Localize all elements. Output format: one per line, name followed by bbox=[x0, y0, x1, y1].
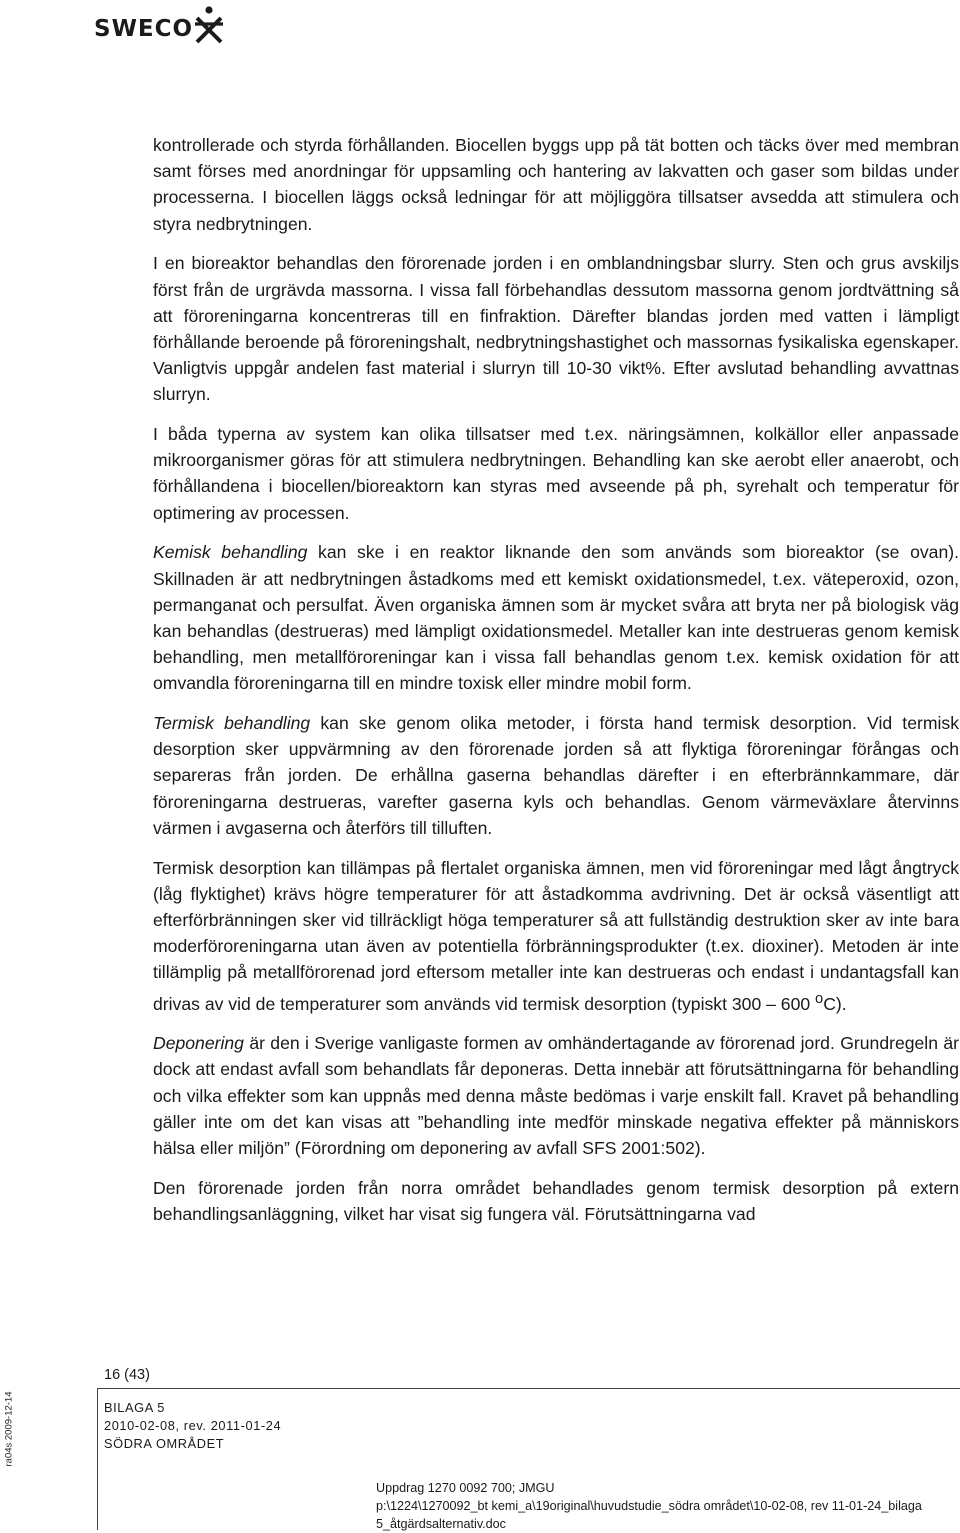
sweco-star-icon bbox=[193, 4, 225, 46]
document-name: BILAGA 5 bbox=[104, 1400, 165, 1415]
footer-vertical-divider bbox=[97, 1388, 98, 1530]
sweco-logo bbox=[94, 4, 224, 48]
term-kemisk-behandling: Kemisk behandling bbox=[153, 542, 308, 563]
document-dates: 2010-02-08, rev. 2011-01-24 bbox=[104, 1418, 282, 1433]
paragraph: Den förorenade jorden från norra området behandlades genom termisk desorption på extern behandlingsanläggning, vilket har visat sig fungera väl. Förutsättningarna vad bbox=[153, 1177, 959, 1224]
paragraph: Kemisk behandling kan ske i en reaktor liknande den som används som bioreaktor (se ovan). Skillnaden är att nedbrytningen åstadkoms med ett kemiskt oxidationsmedel, t.ex. väteperoxid, ozon, permanganat och persulfat. Även organiska ämnen som är mycket svåra att bryta ner på biologisk väg kan behandlas (destrueras) med lämpligt oxidationsmedel. Metaller kan inte destrueras genom kemisk behandling, men metallföroreningar kan i vissa fall behandlas genom t.ex. kemisk oxidation för att omvandla föroreningarna till en mindre toxisk eller mindre mobil form. bbox=[153, 542, 959, 694]
side-code: ra04s 2009-12-14 bbox=[3, 1391, 15, 1467]
file-path: p:\1224\1270092_bt kemi_a\19original\huvudstudie_södra området\10-02-08, rev 11-01-24_bilaga 5_åtgärdsalternativ.doc bbox=[376, 1499, 922, 1531]
paragraph: kontrollerade och styrda förhållanden. Biocellen byggs upp på tät botten och täcks över med membran samt förses med anordningar för uppsamling och hantering av lakvatten och gaser som bildas under processerna. I biocellen läggs också ledningar för att möjliggöra tillsatser avsedda att stimulera och styra nedbrytningen. bbox=[153, 135, 959, 234]
page-number: 16 (43) bbox=[104, 1367, 150, 1383]
logo-wordmark: SWECO bbox=[94, 16, 194, 42]
paragraph: Termisk desorption kan tillämpas på flertalet organiska ämnen, men vid föroreningar med lågt ångtryck (låg flyktighet) krävs högre temperaturer för att åstadkomma avdrivning. Det är också väsentligt att efterförbränningen sker vid tillräckligt höga temperaturer så att fullständig destruktion sker av inte bara moderföroreningarna utan även av potentiella förbränningsprodukter (t.ex. dioxiner). Metoden är inte tillämplig på metallförorenad jord eftersom metaller inte kan destrueras och endast i undantagsfall kan drivas av vid de temperaturer som används vid termisk desorption (typiskt 300 – 600 $^o$C). bbox=[153, 857, 959, 1014]
main-text bbox=[153, 132, 959, 1241]
term-deponering: Deponering bbox=[153, 1033, 244, 1054]
term-termisk-behandling: Termisk behandling bbox=[153, 713, 311, 734]
paragraph: I båda typerna av system kan olika tillsatser med t.ex. näringsämnen, kolkällor eller anpassade mikroorganismer göras för att stimulera nedbrytningen. Behandling kan ske aerobt eller anaerobt, och förhållandena i biocellen/bioreaktorn kan styras med avseende på ph, syrehalt och temperatur för optimering av processen. bbox=[153, 424, 959, 523]
paragraph: Deponering är den i Sverige vanligaste formen av omhändertagande av förorenad jord. Grundregeln är dock att endast avfall som behandlats får deponeras. Detta innebär att förutsättningarna för behandling och vilka effekter som kan uppnås med denna måste bedömas i varje enskilt fall. Kravet på behandling gäller inte om det kan visas att ”behandling inte medför minskade negativa effekter på människors hälsa eller miljön” (Förordning om deponering av avfall SFS 2001:502). bbox=[153, 1033, 959, 1158]
paragraph: Termisk behandling kan ske genom olika metoder, i första hand termisk desorption. Vid termisk desorption sker uppvärmning av den förorenade jorden så att flyktiga föroreningar förångas och separeras från jorden. De erhållna gaserna behandlas därefter i en efterbrännkammare, där föroreningarna destrueras, varefter gaserna kyls och behandlas. Genom värmeväxlare återvinns värmen i avgaserna och återförs till tilluften. bbox=[153, 713, 959, 838]
footer-divider bbox=[97, 1388, 960, 1389]
footer-document-info bbox=[104, 1399, 281, 1453]
assignment-number: Uppdrag 1270 0092 700; JMGU bbox=[376, 1481, 555, 1495]
footer-file-info bbox=[376, 1479, 936, 1533]
paragraph: I en bioreaktor behandlas den förorenade jorden i en omblandningsbar slurry. Sten och grus avskiljs först från de urgrävda massorna. I vissa fall förbehandlas dessutom massorna genom jordtvättning så att föroreningarna koncentreras till en finfraktion. Därefter blandas jorden med vatten i lämpligt förhållande beroende på föroreningshalt, nedbrytningshastighet och massornas fysikaliska egenskaper. Vanligtvis uppgår andelen fast material i slurryn till 10-30 vikt%. Efter avslutad behandling avvattnas slurryn. bbox=[153, 253, 959, 405]
document-area: SÖDRA OMRÅDET bbox=[104, 1436, 225, 1451]
